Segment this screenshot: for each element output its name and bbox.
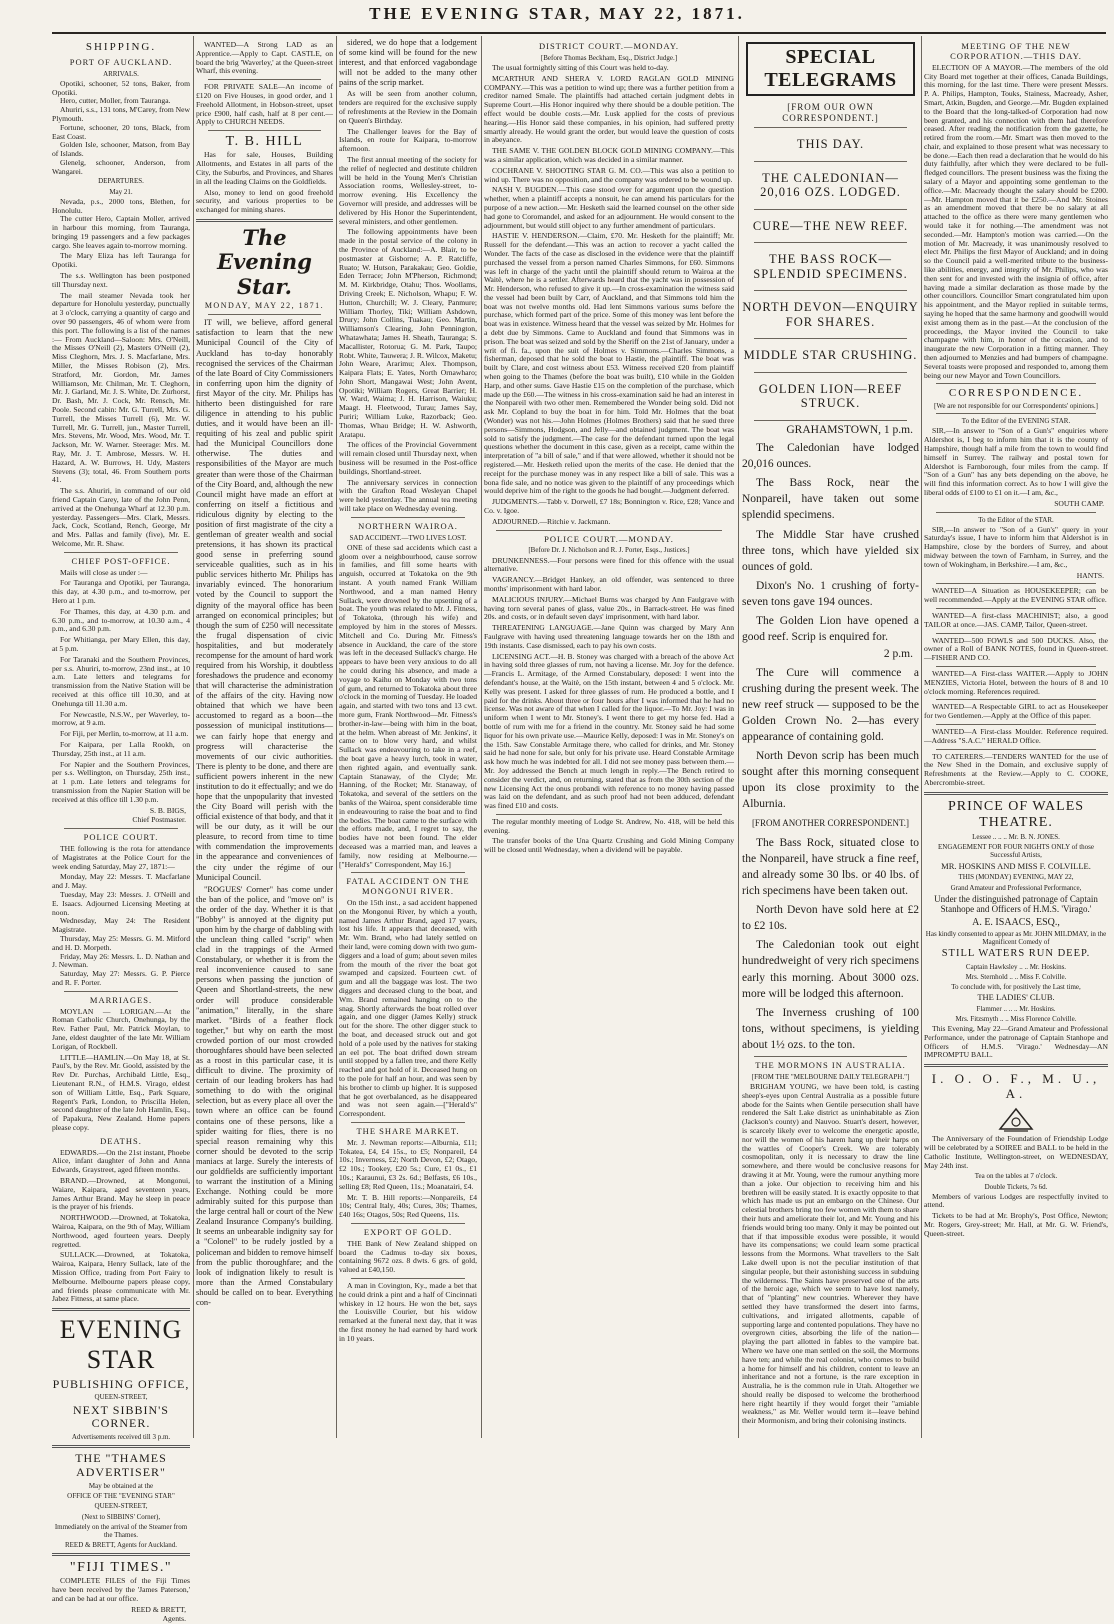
ad-text: FOR PRIVATE SALE—An income of £120 on Five Houses, in good order, and 1 Freehold Allotment, in Hobson-street, upset price £900, half cash, half at 8 per cent.—Apply to CHURCH NEEDS. xyxy=(196,82,333,127)
separator xyxy=(351,872,465,873)
theatre-conclude: To conclude with, for positively the Last time, xyxy=(951,982,1081,991)
classified-ad: WANTED—A Situation as HOUSEKEEPER; can be well recommended.—Apply at the EVENING STAR office. xyxy=(924,586,1108,605)
news-paragraph: The anniversary services in connection with the Grafton Road Wesleyan Chapel were held yesterday. The annual tea meeting will take place on Wednesday evening. xyxy=(339,477,477,514)
telegrams-source: [FROM OUR OWN CORRESPONDENT.] xyxy=(782,102,879,123)
thames-line: May be obtained at the xyxy=(88,1482,154,1491)
post-paragraph: For Thames, this day, at 4.30 p.m. and 6.30 p.m., and to-morrow, at 10.30 a.m., 4 p.m., and 6.30 p.m. xyxy=(52,606,190,634)
theatre-isaacs: A. E. ISAACS, ESQ., xyxy=(972,916,1060,928)
police-court-monday-title: POLICE COURT.—MONDAY. xyxy=(544,533,674,544)
thames-agents: REED & BRETT, Agents for Auckland. xyxy=(64,1540,178,1549)
thames-line: OFFICE OF THE "EVENING STAR" xyxy=(67,1492,175,1501)
separator xyxy=(754,420,907,421)
separator xyxy=(496,530,722,531)
column-6 xyxy=(924,38,1108,1440)
letter-signature: SOUTH CAMP. xyxy=(1054,498,1104,508)
court-paragraph: MCARTHUR AND SHERA V. LORD RAGLAN GOLD MINING COMPANY.—This was a petition to wind up; there was a further petition from a creditor named Smale. The plaintiffs had attached certain judgment debts in Supreme Court.—His Honor inquired why there should be a double petition. The effect would be double costs.—Mr. Lusk applied for the costs of previous hearing.—His Honor said these companies, in his opinion, had suffered pretty smartly already. He would grant the order, but would leave the question of costs in abeyance. xyxy=(484,73,734,145)
column-divider xyxy=(921,36,922,1438)
column-3 xyxy=(339,38,477,1440)
separator xyxy=(52,1553,190,1556)
thames-line: (Next to SIBBINS' Corner), xyxy=(81,1512,161,1521)
sad-accident-text: ONE of these sad accidents which cast a gloom over a neighbourhood, cause sorrow in families, and fill some hearts with anguish, occurred at Tokatoka on the 9th instant. A youth named Frank William Northwood, and a man named Henry Sullack, were drowned by the upsetting of a boat. The youth was related to Mr. J. Fitness, of Tokatoka, (through his wife) and employed by him in the stores of Messrs. Mitchell and Co. During Mr. Fitness's absence in Auckland, the care of the store was left in the deceased Sullack's charge. He appears to have been very anxious to do all he could during his absence, and made a voyage to Kaihu on Monday with two tons of gum, and returned to Tokatoka about three o'clock in the morning of Tuesday. He loaded again, and started with two tons and 13 cwt. more gum, Frank Northwood—Mr. Fitness's brother-in-law—being with him in the boat, at the helm. When abreast of Mr. Jenkins', it came on to blow very hard, and whilst Sullack was endeavouring to take in a reef, the boat gave a heavy lurch, took in water, then righted again, and eventually sank. Captain Stanaway, of the Clyde; Mr. Hanning, of the Rocket; Mr. Stanaway, of Tokatoka, and several of the settlers on the banks of the Wairoa, spent considerable time in endeavouring to raise the boat and to find the bodies. The boat came to the surface with the efforts made, and, I regret to say, the bodies have not been found. The elder deceased was a married man, and leaves a family, now residing at Melbourne.—["Herald's" Correspondent, May 16.] xyxy=(339,542,477,869)
shipping-paragraph: The Mary Eliza has left Tauranga for Opotiki. xyxy=(52,251,190,270)
separator xyxy=(196,219,333,222)
classified-ad: WANTED—500 FOWLS and 500 DUCKS. Also, the owner of a Roll of BANK NOTES, found in Queen-street.—FISHER AND CO. xyxy=(924,635,1108,663)
sad-accident-title: SAD ACCIDENT.—TWO LIVES LOST. xyxy=(349,533,467,542)
separator xyxy=(936,413,1096,414)
arrival-item: Ahuriri, s.s., 131 tons, M'Carey, from New Plymouth. xyxy=(52,105,190,123)
separator xyxy=(936,583,1096,584)
post-signature-title: Chief Postmaster. xyxy=(132,815,186,825)
letter-text: SIR,—In answer to "Son of a Gun's" query in your Saturday's issue, I have to inform him that Aldershot is in Hampshire, close by the borders of Surrey, and about midway between the town of Farnham, in Surrey, and the town of Wokingham, in Berkshire.—I am, &c., xyxy=(924,524,1108,569)
arrival-item: Hero, cutter, Moller, from Tauranga. xyxy=(60,96,171,106)
rota-item: Saturday, May 27: Messrs. G. P. Pierce and R. F. Porter. xyxy=(52,969,190,987)
marriages-title: MARRIAGES. xyxy=(89,994,153,1005)
police-paragraph: LICENSING ACT.—H. B. Stoney was charged with a breach of the above Act in having sold three glasses of rum, not having a license. Mr. Joy for the defence.—Francis L. Armitage, of the Armed Constabulary, deposed: I went into the defendant's house, at the Waitè, on the 15th instant, between 4 and 5 o'clock. Mr. Kelly was present. I asked for three glasses of rum. He produced a bottle, and I paid for the drinks. About three or four hours after I was informed that he had no license. Was not aware of that when I called for the liquor.—To Mr. Joy: I was in uniform when I went to Mr. Stoney's. I went there to get my horse fed. Had a bottle of rum with me for a friend in the country. Mr. Stoney said he had some liquor for his own private use.—Maurice Kelly, deposed: I was in Mr. Stoney's on the 15th. Saw Constable Armitage there, who called for drinks, and Mr. Stoney said he had none for sale, but only for his private use. Heard Constable Armitage ask how much he was indebted for all. I did not see money pass between them.—Mr. Joy addressed the Bench at much length in reply.—The Bench retired to consider the verdict, and, on returning, stated that as from the 30th section of the new Licensing Act the onus probandi with reference to no money having passed was laid on the defendant, and as such proof had not been adduced, defendant was fined £10 and costs. xyxy=(484,651,734,811)
share-market-title: THE SHARE MARKET. xyxy=(356,1125,460,1136)
hill-money: Also, money to lend on good freehold security, and various properties to be exchanged for mining shares. xyxy=(196,187,333,215)
covington-anecdote: A man in Covington, Ky., made a bet that he could drink a pint and a half of Cincinnati whiskey in 12 hours. He won the bet, says the Louisville Courier, but his widow remarked at the funeral next day, that it was the first money he had earned by hard work in 10 years. xyxy=(339,1281,477,1343)
separator xyxy=(924,1064,1108,1067)
police-paragraph: VAGRANCY.—Bridget Hankey, an old offender, was sentenced to three months' imprisonment with hard labor. xyxy=(484,575,734,593)
wairoa-title: NORTHERN WAIROA. xyxy=(358,520,458,531)
masthead: THE EVENING STAR, MAY 22, 1871. xyxy=(369,4,745,23)
death-notice: NORTHWOOD.—Drowned, at Tokatoka, Wairoa, Kaipara, on the 9th of May, William Northwood, aged fourteen years. Deeply regretted. xyxy=(52,1213,190,1249)
leader-continuation: sidered, we do hope that a lodgement of some kind will be found for the new interest, and that enforced vagabondage will not be added to the many other pains of the scrip market. xyxy=(339,38,477,88)
meeting-title: MEETING OF THE NEW CORPORATION.—THIS DAY. xyxy=(950,41,1082,61)
mormons-title: THE MORMONS IN AUSTRALIA. xyxy=(755,1060,906,1071)
news-paragraph: The following appointments have been made in the postal service of the colony in the Province of Auckland:—A. Blair, to be postmaster at Gisborne; A. P. Ratcliffe, Ruato; W. Hutson, Parakakau; Geo. Goldie, Eden Terrace; John M'Pherson, Richmond; M. M. Kirkbridge, Otahu; Thos. Woollams, Driving Creek; E. Nicholson, Whapu; F. W. Hutton, Churchill; W. J. Cleary, Panmure; William Thorley, Tiki; William Ashdown, Drury; John Collins, Tuakau; Geo. Martin, Williamson's Clearing, John Pennington, Whatawhata; James H. Sheath, Tauranga; S. Macallister, Rotorua; G. M. Park, Taupo; Robt. White, Tauwera; J. R. Wilcox, Maketu; John Weare, Ararimu; Alex. Thompson, Kaipara Flats; E. Yates, North Ornawharo; John Short, Mangawai West; John Avent, Opotiki; William Rogers, Great Barrier; H. W. Ward, Waima; J. H. Harrison, Waiuku; Maagt. H. Fleetwood, Turau; James Say, Puriri; William Luke, Razorback; Geo. Thomas, Whau Bridge; H. W. Ashworth, Aratapu. xyxy=(339,227,477,439)
separator xyxy=(754,242,907,243)
deaths-title: DEATHS. xyxy=(100,1135,142,1146)
classified-ad: WANTED—A First-class Moulder. Reference required.—Address "S.A.C." HERALD Office. xyxy=(924,727,1108,745)
telegram-paragraph: The Bass Rock, near the Nonpareil, have taken out some splendid specimens. xyxy=(742,477,919,522)
police-intro: THE following is the rota for attendance of Magistrates at the Police Court for the week ending Saturday, May 27, 1871:— xyxy=(52,844,190,871)
column-2 xyxy=(196,38,333,1440)
court-paragraph: THE SAME V. THE GOLDEN BLOCK GOLD MINING COMPANY.—This was a similar application, which was decided in a similar manner. xyxy=(484,146,734,164)
this-day: THIS DAY. xyxy=(796,137,865,152)
police-paragraph: MALICIOUS INJURY.—Michael Burns was charged by Ann Faulgrave with having torn several panes of glass, value 20s., in Barrack-street. He was fined 20s. and costs, or in default seven days' imprisonment, with hard labor. xyxy=(484,594,734,622)
shipping-paragraph: The s.s. Wellington has been postponed till Thursday next. xyxy=(52,271,190,289)
court-paragraph: JUDGMENTS.—Tabb v. Dorwell, £7 18s; Bonnington v. Rice, £28; Vance and Co. v. Igoe. xyxy=(484,497,734,516)
two-pm-dateline: 2 p.m. xyxy=(883,648,913,661)
rota-item: Thursday, May 25: Messrs. G. M. Mitford and H. D. Morpeth. xyxy=(52,933,190,952)
theatre-cast-line: Mrs. Fitzsmyth .. .. Miss Florence Colville. xyxy=(955,1014,1077,1023)
theatre-cast-line: Mrs. Sternhold .. .. Miss F. Colville. xyxy=(965,972,1067,981)
theatre-play: STILL WATERS RUN DEEP. xyxy=(941,948,1091,960)
separator xyxy=(936,633,1096,634)
rota-item: Wednesday, May 24: The Resident Magistrate. xyxy=(52,916,190,935)
death-notice: BRAND.—Drowned, at Mongonui, Waiare, Kaipara, aged seventeen years, James Arthur Brand. May he sleep in peace is the prayer of his friends. xyxy=(52,1176,190,1212)
separator xyxy=(208,314,321,315)
hill-text: Has for sale, Houses, Building Allotments, and Estates in all parts of the City, the Suburbs, and Provinces, and Shares in all the leading Claims on the Goldfields. xyxy=(196,150,333,186)
shipping-paragraph: The s.s. Ahuriri, in command of our old friend Captain Carey, late of the John Penn, arrived at the Onehunga Wharf at 12.30 p.m. yesterday. Passengers—Mrs. Clark, Messrs. Jack, Cock, Scotland, Rench, George, Mr and Mrs. Pallas and family (five), Mr. E. Welcome, Mr. R. Shaw. xyxy=(52,486,190,548)
ioof-members: Members of various Lodges are respectfully invited to attend. xyxy=(924,1191,1108,1210)
separator xyxy=(936,383,1096,384)
gold-export-title: EXPORT OF GOLD. xyxy=(363,1226,453,1237)
theatre-isaacs-text: Has kindly consented to appear as Mr. JOHN MILDMAY, in the Magnificent Comedy of xyxy=(925,930,1107,947)
news-paragraph: As will be seen from another column, tenders are required for the exclusive supply of refreshments at the Review in the Domain on Queen's Birthday. xyxy=(339,89,477,125)
office-street: QUEEN-STREET, xyxy=(94,1393,148,1402)
separator xyxy=(936,666,1096,667)
separator xyxy=(208,79,321,80)
separator xyxy=(754,1056,907,1057)
telegram-paragraph: The Bass Rock, situated close to the Nonpareil, have struck a fine reef, and already some 30 lbs. or 40 lbs. of rich specimens have been taken out. xyxy=(742,836,919,898)
post-paragraph: For Whitianga, per Mary Ellen, this day, at 5 p.m. xyxy=(52,635,190,654)
correspondence-title: CORRESPONDENCE. xyxy=(948,387,1084,400)
arrival-item: Opotiki, schooner, 52 tons, Baker, from Opotiki. xyxy=(52,78,190,97)
separator xyxy=(754,290,907,291)
thames-title: THE "THAMES ADVERTISER" xyxy=(75,1451,167,1480)
letter-salutation: To the Editor of the EVENING STAR. xyxy=(961,417,1071,426)
marriage-notice: LITTLE—HAMLIN.—On May 18, at St. Paul's, by the Rev. Mr. Goold, assisted by the Rev Dr. Purchas, Archibald Little, Esq., Lieutenant R.N., of H.M.S. Virago, eldest son of William Little, Esq., Park Square, Regent's Park, London, to Priscilla Helen, second daughter of the late Joh Hamlin, Esq., of Papakura, New Zealand. Home papers please copy. xyxy=(52,1052,190,1132)
transfer-notice: The transfer books of the Una Quartz Crushing and Gold Mining Company will be closed until Wednesday, when a dividend will be payable. xyxy=(484,836,734,855)
column-divider xyxy=(336,36,337,1438)
separator xyxy=(496,814,722,815)
departures-date: May 21. xyxy=(109,187,133,196)
police-court-title: POLICE COURT. xyxy=(83,832,159,843)
fatal-accident-title: FATAL ACCIDENT ON THE MONGONUI RIVER. xyxy=(346,876,470,897)
court-paragraph: The usual fortnightly sitting of this Court was held to-day. xyxy=(492,62,669,72)
separator xyxy=(754,338,907,339)
court-paragraph: ADJOURNED.—Ritchie v. Jackmann. xyxy=(492,516,611,526)
police-paragraph: THREATENING LANGUAGE.—Jane Quinn was charged by Mary Ann Faulgrave with having used threatening language towards her on the 18th and 19th instants. Case dismissed, each to pay his own costs. xyxy=(484,623,734,650)
thames-line: QUEEN-STREET, xyxy=(94,1502,148,1511)
arrival-item: Glenelg, schooner, Anderson, from Wangarei. xyxy=(52,157,190,176)
arrivals-list xyxy=(52,80,190,177)
leader-paragraph: "ROGUES' Corner" has come under the ban of the police, and "move on" is the order of the day. Whether it is that "Bobby" is annoyed at the dignity put upon him by the charge of dabbling with the unclean thing called "scrip" when clad in the trappings of the Armed Constabulary, or whether it is from the real inconvenience caused to sane persons when passing the junction of Queen and Shortland-streets, the new order will produce considerable "animation," literally, in the share market. "Birds of a feather flock together," but why on earth the most crowded portion of our most crowded thoroughfares should have been selected as a roost in this particular case, it is difficult to divine. The proximity of certain of our leading brokers has had something to do with the original selection, but as every place all over the town where an office can be found contains one of these persons, like a spider waiting for flies, there is no special reason remaining why this corner should be devoted to the scrip maniacs at large. Surely the interests of our goldfields are sufficiently important to warrant the institution of a Mining Exchange. Nothing could be more admirably suited for this purpose than the large central hall or court of the New Zealand Insurance Company's building. It seems an unbearable indignity say for a "Colonel" to be rudely jostled by a policeman and bidden to remove himself from the public thoroughfare; and the look of indignation likely to result is more than the Armed Constabulary should be called on to bear. Everything con- xyxy=(196,884,333,1307)
gold-export-text: THE Bank of New Zealand shipped on board the Cadmus to-day six boxes, containing 9672 ozs. 8 dwts. 6 grs. of gold, valued at £40,150. xyxy=(339,1238,477,1275)
correspondence-note: [We are not responsible for our Correspondents' opinions.] xyxy=(934,402,1098,411)
column-5 xyxy=(742,38,919,1440)
column-divider xyxy=(738,36,739,1438)
separator xyxy=(754,209,907,210)
ioof-tea: Tea on the tables at 7 o'clock. xyxy=(974,1172,1058,1181)
telegram-paragraph: The Cure will commence a crushing during the present week. The new reef struck — supposed to be the Golden Crown No. 2—has every appearance of containing gold. xyxy=(742,666,919,743)
separator xyxy=(52,1308,190,1311)
post-paragraph: For Tauranga and Opotiki, per Tauranga, this day, at 4.30 p.m., and to-morrow, per Hero at 1 p.m. xyxy=(52,578,190,606)
office-location: NEXT SIBBIN'S CORNER. xyxy=(73,1402,169,1431)
letter-salutation: To the Editor of the STAR. xyxy=(978,515,1054,524)
telegram-paragraph: North Devon scrip has been much sought after this morning consequent upon its close proximity to the Alburnia. xyxy=(742,750,919,811)
telegram-headline: THE CALEDONIAN—20,016 OZS. LODGED. xyxy=(760,170,901,200)
court-paragraph: HASTIE V. HENDERSON.—Claim, £70. Mr. Hesketh for the plaintiff; Mr. Russell for the defendant.—This was an action to recover a yacht called the Wonder. The facts of the case as disclosed in the evidence were that the plaintiff purchased the vessel from a person named Charles Simmons, for £60. Simmons was left in charge of the yacht until the plaintiff should return to Wairoa at the Waitè, where he is a settler. Afterwards heard that the yacht was in possession of Mr. Henderson, who refused to give it up.—In cross-examination the witness said the vessel had been built by Carr, of Auckland, and that Simmons told him the boat was not twelve months old. Had lent Simmons various sums before the purchase, which formed part of the price. Some of this money was lent before the boat was in existence. Witness heard that the vessel was seized by Mr. Holmes for a debt due by Simmons. Came to Auckland and found that Simmons was in prison. The boat was seized and sold by the Sheriff on the 21st of January, under a writ of fi. fa., upon the suit of Holmes v. Simmons.—Charles Simmons, a fisherman, deposed that he sold the boat to Hastie, the plaintiff. The boat was built by Clare, and cost witness about £53. Witness received £20 from plaintiff when going to the Thames (before the boat was built), £10 while in the Golden Harp, and other sums. Gave Hastie £15 on the completion of the purchase, which made up the £60.—The witness in his cross-examination said he had an interest in the Nonpareil with two other men. Remembered the Wonder being sold. Did not ask Mr. Copland to buy the boat in for him. Told Mr. Holmes that the boat (Wonder) was not his.—John Holmes (Holmes Brothers) said that he sued three persons—Simmons, Hodgson, and Jelly—and obtained judgment. The boat was sold to satisfy the judgment.—The case for the defendant turned upon the legal questions whether the document in this case, given as a receipt, came within the interpretation of "a bill of sale," and if that were allowed, whether it should not be registered.—Mr. Hesketh relied upon the merits of the case. He denied that the receipt for the purchase money was in any respect like a bill of sale. This was a bona fide sale, and no notice was given to the plaintiff of any proceedings which would deprive him of the right to the goods he had bought.—Judgment deferred. xyxy=(484,231,734,496)
death-notice: SULLACK.—Drowned, at Tokatoka, Wairoa, Kaipara, Henry Sullack, late of the Mission Office, trading from Port Fairy to Melbourne. Melbourne papers please copy, and friends please communicate with Mr. Jabez Fitness, at same place. xyxy=(52,1250,190,1304)
mormons-article: BRIGHAM YOUNG, we have been told, is casting sheep's-eyes upon Central Australia as a possible future abode for the Saints when Gentile persecution shall have rendered the Salt Lake district as uninhabitable as Zion (Jackson's county) and Nauvoo. Stuart's desert, however, is scarcely likely ever to welcome the energetic apostle, nor will the women of his harem hang up their harps on the wattles of Cooper's Creek. We are tolerably cosmopolitan, only it is necessary to draw the line somewhere, and there would be conclusive reasons for drawing it at Mr. Young, were the rumour anything more than a joke. Our objection to receiving him and his brethren will be easily stated. It is exactly opposite to that which has made us put an embargo on the Chinese. Our celestial brothers bring too few women with them to share their huts and ameliorate their lot, and Mr. Young and his friends would bring too many. Only it may be pointed out that if that impossible exodus were possible, it would have its compensations; we could learn some practical lessons from the Mormons. What travellers to the Salt Lake dwell upon is not the peculiar institution of that singular people, but their astonishing success in subduing the wilderness. The Saints have preserved one of the arts of the heroic age, which we seem to have lost namely, that of "planting" new countries. Wherever they have settled they have transformed the desert into farms, cultivations, and irrigated allotments, capable of supporting large and contented populations. They have no overgrown cities, absorbing the life of the nation—playing the part allotted in fables to the vampire bat. Where we have one man settled on the soil, the Mormons have ten; and while the real colonist, who comes to build a home for himself and his children, content to leave an inheritance and not a fortune, is the rare exception in Australia, he is the common rule in Utah. Altogether we should really be disposed to welcome the brotherhood here right heartily if they would forget their "amiable weakness," as Mr. Weller would term it—leave behind their Mormonism, and bring their colonising instincts. xyxy=(742,1082,919,1426)
paper-title: The Evening Star. xyxy=(217,224,312,299)
telegram-paragraph: Dixon's No. 1 crushing of forty-seven tons gave 194 ounces. xyxy=(742,579,919,608)
column-4 xyxy=(484,38,734,1440)
ioof-tickets: Double Tickets, 7s 6d. xyxy=(984,1182,1048,1191)
court-paragraph: NASH V. BUGDEN.—This case stood over for argument upon the question whether, when a plaintiff accepts a nonsuit, he can amend his particulars for the purpose of a new action.—Mr. Hesketh said the learned counsel on the other side had gone to Coromandel, and asked for an adjournment. He would consent to the adjournment, but would still object to any further amendment of particulars. xyxy=(484,185,734,230)
rota-item: Tuesday, May 23: Messrs. J. O'Neill and E. Isaacs. Adjourned Licensing Meeting at noon. xyxy=(52,890,190,917)
separator xyxy=(351,1278,465,1279)
court-paragraph: COCHRANE V. SHOOTING STAR G. M. CO.—This was also a petition to wind up. There was no opposition, and the company was ordered to be wound up. xyxy=(484,165,734,184)
fiji-title: "FIJI TIMES." xyxy=(69,1560,173,1576)
classified-ad: WANTED—A Respectable GIRL to act as Housekeeper for two Gentlemen.—Apply at the Office of this paper. xyxy=(924,702,1108,721)
theatre-artists: MR. HOSKINS AND MISS F. COLVILLE. xyxy=(941,860,1091,871)
post-paragraph: For Newcastle, N.S.W., per Waverley, to-morrow, at 9 a.m. xyxy=(52,709,190,728)
letter-signature: HANTS. xyxy=(1076,570,1104,580)
post-office-title: CHIEF POST-OFFICE. xyxy=(71,555,171,566)
theatre-club: THE LADIES' CLUB. xyxy=(977,991,1055,1002)
telegram-headline: GOLDEN LION—REEF STRUCK. xyxy=(758,381,903,411)
separator xyxy=(924,792,1108,795)
leader-paragraph: IT will, we believe, afford general satisfaction to learn that the new Municipal Council of the City of Auckland has to-day honorably recognised the services of the Chairman of the late Board of City Commissioners in conferring upon him the dignity of first Mayor of the city. Mr. Philips has hitherto been distinguished for rare diligence in attending to his public duties, and it would have been an ill-requiting of his zeal and public spirit had the Municipal Councillors done otherwise. The duties and responsibilities of the Mayor are much greater than were those of the Chairman of the City Board, and, although the new Council might have made an effort at conferring on itself a fictitious and ridiculous dignity by electing to the position of first magistrate of the city a gentleman of greater wealth and social pretensions, it has shown its practical good sense in preferring sound serviceable qualities, such as in his public services hitherto Mr. Philips has invariably evinced. The honorarium voted by the Council to support the dignity of the mayoral office has been arranged on economical principles; but though the sum of £250 will necessitate the frugal dispensation of civic hospitalities, and but moderately recompense for the amount of hard work required from his Worship, it doubtless foreshadows the prudence and economy that will characterise the administration of the affairs of the city. Having now obtained that which we have been accustomed to regard as a boon—the possession of municipal institutions—we can fairly hope that energy and progress will characterise the movements of our civic authorities. There is plenty to be done, and there are sufficient powers inherent in the new institution to do it effectually; and we do hope that the unpopularity that invested the City Board will perish with the official existence of that body, and that it will be our duty, as it will be our pleasure, to record from time to time with commendation the improvements in the appearance and conveniences of the city under the régime of our Municipal Council. xyxy=(196,318,333,882)
telegram-paragraph: The Middle Star have crushed three tons, which have yielded six ounces of gold. xyxy=(742,528,919,573)
rota-item: Friday, May 26: Messrs. L. D. Nathan and J. Newman. xyxy=(52,951,190,970)
share-report: Mr. J. Newman reports:—Alburnia, £11; Tokatea, £4, £4 15s., to £5; Nonpareil, £4 10s.; Inverness, £2; North Devon, £2; Otago, £2 10s.; Tookey, £20 5s.; Cure, £1 0s., £1 10s.; Karaunui, £3 2s. 6d.; Belfasts, £6 10s., selling £8; Red Queen, 11s.; Moanatairi, £4. xyxy=(339,1137,477,1191)
news-paragraph: The Challenger leaves for the Bay of Islands, en route for Kaipara, to-morrow afternoon. xyxy=(339,126,477,154)
ad-wanted-lad xyxy=(196,41,333,76)
ioof-emblem-icon xyxy=(996,1105,1036,1133)
shipping-title: SHIPPING. xyxy=(85,41,157,53)
police-paragraph: DRUNKENNESS.—Four persons were fined for this offence with the usual alternative. xyxy=(484,555,734,574)
ioof-where: Tickets to be had at Mr. Brophy's, Post Office, Newton; Mr. Rogers, Grey-street; Mr. Hall, at Mr. G. W. Friend's, Queen-street. xyxy=(924,1211,1108,1238)
telegram-headline: MIDDLE STAR CRUSHING. xyxy=(743,348,918,363)
ad-private-sale xyxy=(196,83,333,127)
lodge-notice: The regular monthly meeting of Lodge St. Andrew, No. 418, will be held this evening. xyxy=(484,816,734,835)
ioof-text: The Anniversary of the Foundation of Friendship Lodge will be celebrated by a SOIREE and BALL to be held in the Catholic Institute, Wellington-street, on WEDNESDAY, May 24th inst. xyxy=(924,1134,1108,1170)
shipping-paragraph: The cutter Hero, Captain Moller, arrived in harbour this morning, from Tauranga, bringing 19 passengers and a few packages cargo. She leaves again to-morrow morning. xyxy=(52,214,190,250)
fiji-text: COMPLETE FILES of the Fiji Times have been received by the 'James Paterson,' and can be had at our office. xyxy=(52,1576,190,1603)
classified-ad: WANTED—A First-class WAITER.—Apply to JOHN MENZIES, Victoria Hotel, between the hours of 8 and 10 o'clock morning. References required. xyxy=(924,669,1108,696)
another-correspondent: [FROM ANOTHER CORRESPONDENT.] xyxy=(751,818,910,829)
post-paragraph: For Taranaki and the Southern Provinces, per s.s. Ahuriri, to-morrow, 23nd inst., at 10 a.m. Late letters and telegrams for transmission from the Native Station will be received at this office till 10.30, and at Onehunga till 11.30 a.m. xyxy=(52,654,190,708)
separator xyxy=(64,828,178,829)
telegram-paragraph: The Inverness crushing of 100 tons, without specimens, is yielding about 1½ ozs. to the ton. xyxy=(742,1006,919,1051)
district-court-title: DISTRICT COURT.—MONDAY. xyxy=(538,41,679,51)
separator xyxy=(936,512,1096,513)
grahamstown-dateline: GRAHAMSTOWN, 1 p.m. xyxy=(786,423,913,436)
telegram-headline: NORTH DEVON—ENQUIRY FOR SHARES. xyxy=(742,300,919,329)
post-paragraph: Mails will close as under :— xyxy=(60,567,148,577)
separator xyxy=(351,1122,465,1123)
post-paragraph: For Fiji, per Merlin, to-morrow, at 11 a.m. xyxy=(60,729,189,739)
separator xyxy=(936,699,1096,700)
top-rule xyxy=(52,32,1106,34)
theatre-cast-line: Captain Hawksley .. .. Mr. Hoskins. xyxy=(965,962,1067,971)
port-title: PORT OF AUCKLAND. xyxy=(69,56,173,67)
office-banner: EVENING STAR xyxy=(59,1315,183,1375)
separator xyxy=(754,372,907,373)
meeting-report: ELECTION OF A MAYOR.—The members of the old City Board met together at their offices, Canada Buildings, this morning, for the last time. There were present Messrs. P. A. Philips, Hampton, Touks, Stainess, Macready, Asher, Smart, Atkin, Bugden, and George.—Mr. Bugden explained to the Board that the long-talked-of Corporation had now been granted, and his connection with them had therefore ceased. After reading the notification from the gazette, he retired from the room.—Mr. Smart was then moved to the chair, and explained to those present what was necessary to be done.—Each then read a declaration that he would do his duty faithfully, after which they were declared to be full-fledged councillors. The present business was the fixing the salary of a Mayor and appointing some gentleman to the office.—Mr. Macready thought the salary should be £200.—Mr. Hampton moved that it be £250.—And Mr. Stoines as an amendment moved that there be no salary at all attached to the office as there were many gentlemen who would take it for nothing.—The amendment was not seconded.—Mr. Hampton's motion was carried.—On the motion of Mr. Macready, it was unanimously resolved to elect Mr. Philips the first Mayor of Auckland; and in doing so the Council paid a well-merited tribute to the business-like abilities, energy, and integrity of Mr. Philips, who was then sent for and invested with the insignia of office, after having made a similar declaration as those made by the other councillors. Councillor Smart congratulated him upon his appointment, and the Mayor replied in suitable terms, saying he hoped that the same harmony and goodwill would exist among them as in the past.—At the conclusion of the proceedings, the Mayor invited the Council to take champagne with him, in honor of the occasion, and to inaugurate the new Corporation in a fitting manner. They then adjourned to Menzies and had bumpers of champagne. Several toasts were proposed and responded to, among them being our new Mayor and Town Councillors. xyxy=(924,62,1108,380)
thames-line: Immediately on the arrival of the Steamer from the Thames. xyxy=(54,1522,188,1539)
district-court-subtitle: [Before Thomas Beckham, Esq., District Judge.] xyxy=(540,53,678,62)
post-paragraph: For Kaipara, per Lalla Rookh, on Thursday, 25th inst., at 11 a.m. xyxy=(52,739,190,758)
separator xyxy=(754,161,907,162)
departure-item: Nevada, p.s., 2000 tons, Blethen, for Honolulu. xyxy=(52,196,190,215)
special-telegrams-title: SPECIAL TELEGRAMS xyxy=(746,42,915,96)
telegram-paragraph: The Golden Lion have opened a good reef. Scrip is enquired for. xyxy=(742,615,919,644)
news-paragraph: The first annual meeting of the society for the relief of neglected and destitute children will be held in the Young Men's Christian Association rooms, Wellesley-street, to-morrow evening. His Excellency the Governor will preside, and addresses will be delivered by His Honor the Superintendent, several ministers, and other gentlemen. xyxy=(339,154,477,226)
departures-heading: DEPARTURES. xyxy=(98,177,144,186)
theatre-patronage: Under the distinguished patronage of Captain Stanhope and Officers of H.M.S. 'Virago.' xyxy=(934,893,1098,915)
classified-ad: TO CATERERS.—TENDERS WANTED for the use of the New Shed in the Domain, and exclusive supply of Refreshments at the Review.—Apply to C. COOKE, Abercrombie-street. xyxy=(924,751,1108,787)
news-paragraph: The offices of the Provincial Government will remain closed until Thursday next, when business will be resumed in the Post-office buildings, Shortland-street. xyxy=(339,440,477,476)
theatre-title: PRINCE OF WALES THEATRE. xyxy=(947,798,1085,831)
telegram-paragraph: The Caledonian have lodged 20,016 ounces. xyxy=(742,442,919,471)
share-report: Mr. T. B. Hill reports:—Nonpareils, £4 10s; Central Italy, 40s; Cures, 30s; Thames, £40 16s; Otagos, 50s; Red Queens, 11s. xyxy=(339,1192,477,1220)
post-signature: S. B. BIGS, xyxy=(149,805,186,815)
separator xyxy=(351,1223,465,1224)
separator xyxy=(208,130,321,131)
separator xyxy=(936,724,1096,725)
theatre-lessee: Lessee .. .. .. Mr. B. N. JONES. xyxy=(972,833,1060,842)
column-1 xyxy=(52,38,190,1624)
separator xyxy=(64,552,178,553)
fiji-signature: REED & BRETT, xyxy=(131,1604,186,1614)
theatre-note: This Evening, May 22—Grand Amateur and Professional Performance, under the patronage of Captain Stanhope and Officers of H.M.S. 'Virago.' Wednesday—AN IMPROMPTU BALL. xyxy=(924,1023,1108,1060)
classified-ad: WANTED—A first-class MACHINIST; also, a good TAILOR at once.—JAS. CAMP, Tailor, Queen-street. xyxy=(924,611,1108,629)
ioof-title: I. O. O. F., M. U., A. xyxy=(931,1071,1101,1102)
arrivals-heading: ARRIVALS. xyxy=(103,69,139,78)
shipping-paragraph: The mail steamer Nevada took her departure for Honolulu yesterday, punctually at 3 o'clock, carrying a quantity of cargo and over 90 passengers, 46 of whom were from this port. The following is a list of the names :— From Auckland—Saloon: Mrs. O'Neill, the Misses O'Neill (2), Masters O'Neill (2), Miss Cleghorn, Mrs. J. S. Macfarlane, Mrs. Miller, the Misses Robison (2), Mrs. Stratford, Mr. Gordon, Mr. James Williamson, Mr. Chilman, Mr. T. Cleghorn, Mr. J. Garland, Mr. J. S. White, Dr. Zurhorst, Dr. Bash, Mr. J. Cock, Mr. Rensch, Mr. Poole. Second cabin: Mr. G. Turrell, Mrs. G. Turrell, the Misses Turrell (6), Mr. W. Turrell, Mr. G. Turrell, jun., Master Turrell, Mrs. Stevens, Mr. Wood, Mrs. Wood, Mr. T. Jackson, Mr. W. Warner. Steerage: Mrs. M. Ray, Mr. J. T. Ambrose, Messrs. W. H. Hazard, A. W. Burrows, H. Udy, Masters Stevens (3); total, 46. From Southern ports 41. xyxy=(52,290,190,485)
theatre-date: THIS (MONDAY) EVENING, MAY 22, xyxy=(958,873,1074,882)
hill-name: T. B. HILL xyxy=(225,134,304,150)
fiji-signature-title: Agents. xyxy=(162,1614,186,1624)
office-subtitle: PUBLISHING OFFICE, xyxy=(52,1376,190,1391)
separator xyxy=(754,127,907,128)
rota-item: Monday, May 22: Messrs. T. Macfarlane and J. May. xyxy=(52,872,190,891)
marriage-notice: MOYLAN — LORIGAN.—At the Roman Catholic Church, Onehunga, by the Rev. Father Paul, Mr. Patrick Moylan, to Jane, eldest daughter of the late Mr. William Lorigan, of Rockbell. xyxy=(52,1006,190,1051)
telegram-paragraph: The Caledonian took out eight hundredweight of very rich specimens early this morning. About 3000 ozs. more will be lodged this afternoon. xyxy=(742,939,919,1000)
column-divider xyxy=(481,36,482,1438)
separator xyxy=(351,517,465,518)
separator xyxy=(52,1445,190,1448)
office-ads-note: Advertisements received till 3 p.m. xyxy=(71,1433,171,1442)
post-paragraph: For Napier and the Southern Provinces, per s.s. Wellington, on Thursday, 25th inst., at 1 p.m. Late letters and telegrams for transmission from the Napier Station will be received at this office till 1.30 p.m. xyxy=(52,759,190,804)
letter-text: SIR,—In answer to "Son of a Gun's" enquiries where Aldershot is, I beg to inform him that it is the county of Hampshire, though half a mile from the town to would find himself in Surrey. The railway and postal town for Aldershot is Farnborough, four miles from the camp. If "Son of a Gun" has any bets depending on the above, he will find this information correct. As to how I will give the liberal odds of £100 to £1 on it.—I am, &c., xyxy=(924,426,1108,497)
separator xyxy=(936,608,1096,609)
arrival-item: Fortune, schooner, 20 tons, Black, from East Coast. xyxy=(52,122,190,141)
police-court-subtitle: [Before Dr. J. Nicholson and R. J. Porter, Esqs., Justices.] xyxy=(528,546,690,555)
ad-text: WANTED—A Strong LAD as an Apprentice.—Apply to Capt. CASTLE, on board the brig 'Waverley,' at the Queen-street Wharf, this evening. xyxy=(196,40,333,76)
paper-date: MONDAY, MAY 22, 1871. xyxy=(204,301,325,311)
theatre-cast-line: Flammer .. .. .. Mr. Hoskins. xyxy=(976,1004,1056,1013)
death-notice: EDWARDS.—On the 21st instant, Phoebe Alice, infant daughter of John and Anna Edwards, Graystreet, aged fifteen months. xyxy=(52,1147,190,1175)
separator xyxy=(64,991,178,992)
theatre-performance: Grand Amateur and Professional Performance, xyxy=(950,883,1082,892)
column-divider xyxy=(193,36,194,1438)
fatal-accident-text: On the 15th inst., a sad accident happened on the Mongonui River, by which a youth, named James Arthur Brand, aged 17 years, lost his life. It appears that deceased, with Mr. Wm. Brand, who had lately settled on their land, were coming down with two gum-diggers and a load of gum; about seven miles from the mouth of the river the boat got swamped and capsized. Fourteen cwt. of gum and all the baggage was lost. The two diggers and deceased clung to the boat, and Wm. Brand remained hanging on to the snag. Shortly afterwards the boat rolled over again, and one digger (James Kelly) struck out for the shore. The other digger stuck to the boat, and deceased struck out and got hold of a pole used by the natives for staking an eel pot. The boat drifted down stream until stopped by a fallen tree, and there Kelly reached and got hold of it. Deceased hung on to the pole for half an hour, and was seen by his brother to climb up higher. It is supposed that he got overbalanced, as he disappeared and was not seen again.—["Herald's" Correspondent. xyxy=(339,898,477,1119)
telegram-headline: THE BASS ROCK—SPLENDID SPECIMENS. xyxy=(753,252,908,281)
telegram-headline: CURE—THE NEW REEF. xyxy=(752,218,909,233)
separator xyxy=(936,749,1096,750)
arrival-item: Golden Isle, schooner, Matson, from Bay of Islands. xyxy=(52,140,190,159)
mormons-source: [FROM THE "MELBOURNE DAILY TELEGRAPH."] xyxy=(751,1072,910,1081)
telegram-paragraph: North Devon have sold here at £2 to £2 10s. xyxy=(742,904,919,933)
theatre-engagement: ENGAGEMENT FOR FOUR NIGHTS ONLY of those Successful Artists, xyxy=(937,843,1095,860)
